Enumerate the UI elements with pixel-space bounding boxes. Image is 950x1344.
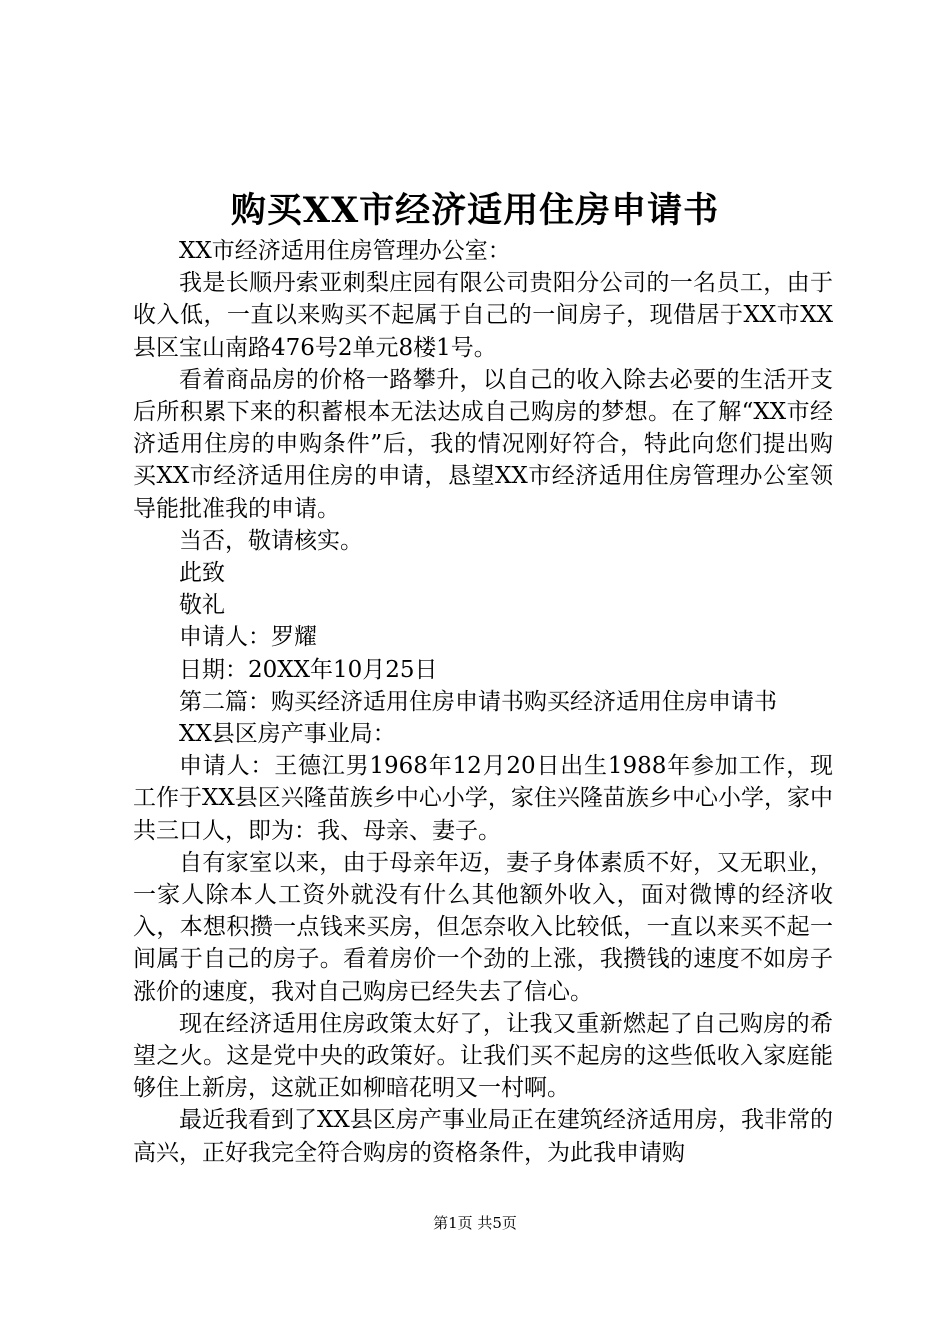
- paragraph-5: 现在经济适用住房政策太好了，让我又重新燃起了自己购房的希望之火。这是党中央的政策好。让我们买不起房的这些低收入家庭能够住上新房，这就正如柳暗花明又一村啊。: [133, 1010, 833, 1102]
- document-body: [133, 235, 833, 1169]
- date-line: 日期：20XX年10月25日: [179, 656, 438, 683]
- paragraph-2: 看着商品房的价格一路攀升，以自己的收入除去必要的生活开支后所积累下来的积蓄根本无法达成自己购房的梦想。在了解“XX市经济适用住房的申购条件”后，我的情况刚好符合，特此向您们提出购买XX市经济适用住房的申请，恳望XX市经济适用住房管理办公室领导能批准我的申请。: [133, 366, 833, 522]
- paragraph-4: 自有家室以来，由于母亲年迈，妻子身体素质不好，又无职业，一家人除本人工资外就没有什么其他额外收入，面对微博的经济收入，本想积攒一点钱来买房，但怎奈收入比较低，一直以来买不起一间属于自己的房子。看着房价一个劲的上涨，我攒钱的速度不如房子涨价的速度，我对自己购房已经失去了信心。: [133, 849, 833, 1005]
- paragraph-salutation-1: XX市经济适用住房管理办公室：: [179, 238, 511, 264]
- paragraph-6: 最近我看到了XX县区房产事业局正在建筑经济适用房，我非常的高兴，正好我完全符合购房的资格条件，为此我申请购: [133, 1107, 833, 1166]
- section-heading-2: 第二篇：购买经济适用住房申请书购买经济适用住房申请书: [179, 688, 777, 715]
- page-number: 第1页 共5页: [433, 1214, 517, 1232]
- paragraph-closing-3: 敬礼: [179, 592, 225, 619]
- document-title: 购买XX市经济适用住房申请书: [230, 190, 720, 231]
- paragraph-1: 我是长顺丹索亚刺梨庄园有限公司贵阳分公司的一名员工，由于收入低，一直以来购买不起属于自己的一间房子，现借居于XX市XX县区宝山南路476号2单元8楼1号。: [133, 270, 833, 361]
- paragraph-3: 申请人：王德江男1968年12月20日出生1988年参加工作，现工作于XX县区兴隆苗族乡中心小学，家住兴隆苗族乡中心小学，家中共三口人，即为：我、母亲、妻子。: [133, 753, 833, 844]
- applicant-line: 申请人：罗耀: [179, 624, 317, 651]
- paragraph-closing-2: 此致: [179, 560, 225, 587]
- paragraph-salutation-2: XX县区房产事业局：: [179, 721, 396, 748]
- paragraph-closing-1: 当否，敬请核实。: [179, 527, 363, 554]
